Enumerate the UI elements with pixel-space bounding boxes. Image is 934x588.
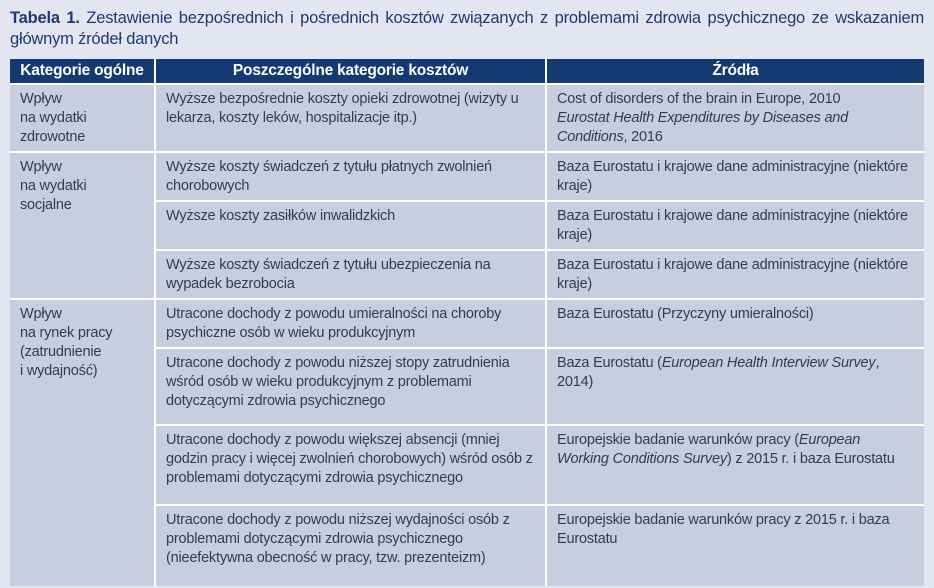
source-cell: Cost of disorders of the brain in Europe, 2010 Eurostat Health Expenditures by Diseases and Conditions, 2016 (546, 84, 924, 152)
costs-table (10, 59, 924, 586)
table-row (10, 84, 924, 152)
source-cell: Baza Eurostatu i krajowe dane administracyjne (niektóre kraje) (546, 201, 924, 250)
category-cell-labour-market: Wpływ na rynek pracy (zatrudnienie i wydajność) (10, 299, 155, 586)
cost-cell: Wyższe koszty świadczeń z tytułu płatnych zwolnień chorobowych (155, 152, 546, 201)
category-cell-health-expenditure: Wpływ na wydatki zdrowotne (10, 84, 155, 152)
header-cell-general-categories: Kategorie ogólne (10, 59, 155, 84)
table-caption (10, 8, 924, 50)
table-caption-label: Tabela 1. (10, 9, 80, 27)
cost-cell: Utracone dochody z powodu umieralności na choroby psychiczne osób w wieku produkcyjnym (155, 299, 546, 348)
source-cell: Baza Eurostatu (European Health Interview Survey, 2014) (546, 348, 924, 425)
cost-cell: Wyższe koszty świadczeń z tytułu ubezpieczenia na wypadek bezrobocia (155, 250, 546, 299)
source-cell: Baza Eurostatu i krajowe dane administracyjne (niektóre kraje) (546, 152, 924, 201)
cost-cell: Wyższe koszty zasiłków inwalidzkich (155, 201, 546, 250)
source-cell: Europejskie badanie warunków pracy z 2015 r. i baza Eurostatu (546, 505, 924, 586)
source-cell: Europejskie badanie warunków pracy (European Working Conditions Survey) z 2015 r. i baza Eurostatu (546, 425, 924, 505)
cost-cell: Wyższe bezpośrednie koszty opieki zdrowotnej (wizyty u lekarza, koszty leków, hospitalizacje itp.) (155, 84, 546, 152)
header-cell-cost-categories: Poszczególne kategorie kosztów (155, 59, 546, 84)
table-row (10, 299, 924, 348)
table-row (10, 152, 924, 201)
cost-cell: Utracone dochody z powodu niższej stopy zatrudnienia wśród osób w wieku produkcyjnym z problemami dotyczącymi zdrowia psychicznego (155, 348, 546, 425)
source-cell: Baza Eurostatu (Przyczyny umieralności) (546, 299, 924, 348)
cost-cell: Utracone dochody z powodu większej absencji (mniej godzin pracy i więcej zwolnień chorobowych) wśród osób z problemami dotyczącymi zdrowia psychicznego (155, 425, 546, 505)
cost-cell: Utracone dochody z powodu niższej wydajności osób z problemami dotyczącymi zdrowia psychicznego (nieefektywna obecność w pracy, tzw. prezenteizm) (155, 505, 546, 586)
header-row (10, 59, 924, 84)
table-caption-text: Zestawienie bezpośrednich i pośrednich kosztów związanych z problemami zdrowia psychicznego ze wskazaniem głównym źródeł danych (10, 9, 924, 48)
header-cell-sources: Źródła (546, 59, 924, 84)
source-cell: Baza Eurostatu i krajowe dane administracyjne (niektóre kraje) (546, 250, 924, 299)
category-cell-social-expenditure: Wpływ na wydatki socjalne (10, 152, 155, 299)
